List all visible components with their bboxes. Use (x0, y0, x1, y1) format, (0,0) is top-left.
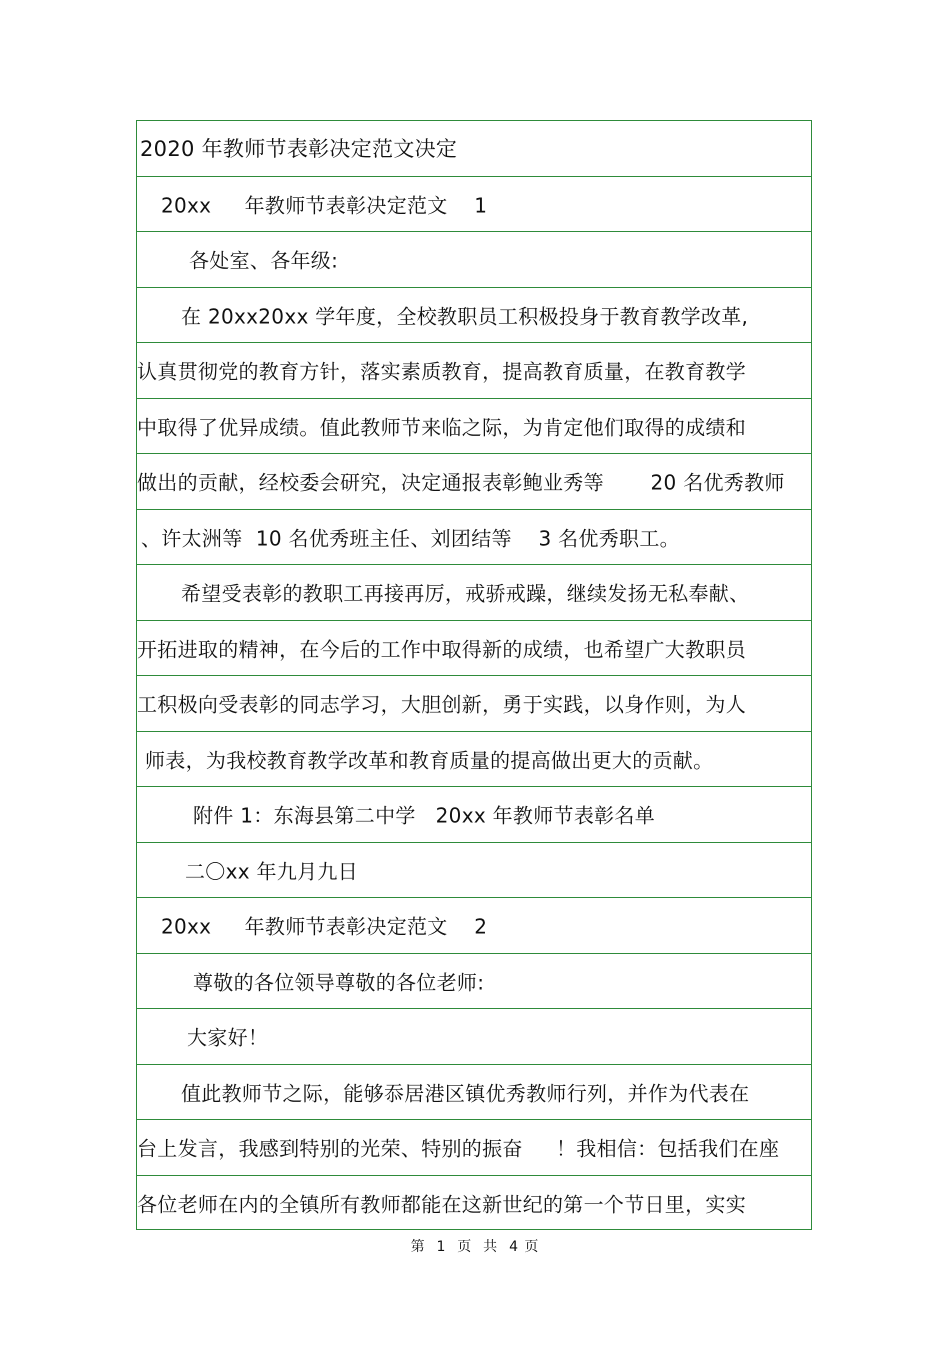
table-row (137, 1120, 811, 1176)
table-row (137, 676, 811, 732)
paragraph-line: 在 20xx20xx 学年度，全校教职员工积极投身于教育教学改革, (181, 304, 749, 329)
table-row (137, 343, 811, 399)
table-row (137, 621, 811, 677)
table-row (137, 898, 811, 954)
table-row (137, 177, 811, 233)
paragraph-line: 值此教师节之际，能够忝居港区镇优秀教师行列，并作为代表在 (181, 1081, 750, 1106)
table-row (137, 232, 811, 288)
table-row (137, 121, 811, 177)
table-row (137, 565, 811, 621)
table-row (137, 288, 811, 344)
table-row (137, 1065, 811, 1121)
page-footer: 第 1 页 共 4 页 (410, 1239, 540, 1255)
document-title: 2020 年教师节表彰决定范文决定 (140, 137, 458, 162)
paragraph-line: 工积极向受表彰的同志学习，大胆创新，勇于实践，以身作则，为人 (137, 692, 746, 717)
table-row (137, 954, 811, 1010)
paragraph-line: 开拓进取的精神，在今后的工作中取得新的成绩，也希望广大教职员 (137, 637, 746, 662)
paragraph-line: 、许太洲等 10 名优秀班主任、刘团结等 3 名优秀职工。 (141, 526, 680, 551)
table-row (137, 787, 811, 843)
table-row (137, 843, 811, 899)
table-row (137, 510, 811, 566)
paragraph-line: 师表，为我校教育教学改革和教育质量的提高做出更大的贡献。 (145, 748, 714, 773)
greeting: 大家好！ (187, 1025, 269, 1050)
table-row (137, 399, 811, 455)
salutation: 尊敬的各位领导尊敬的各位老师: (193, 970, 485, 995)
attachment-line: 附件 1：东海县第二中学 20xx 年教师节表彰名单 (193, 803, 656, 828)
table-row (137, 1176, 811, 1232)
paragraph-line: 台上发言，我感到特别的光荣、特别的振奋 ！我相信：包括我们在座 (137, 1136, 780, 1161)
paragraph-line: 中取得了优异成绩。值此教师节来临之际，为肯定他们取得的成绩和 (137, 415, 746, 440)
paragraph-line: 希望受表彰的教职工再接再厉，戒骄戒躁，继续发扬无私奉献、 (181, 581, 750, 606)
table-row (137, 1009, 811, 1065)
paragraph-line: 做出的贡献，经校委会研究，决定通报表彰鲍业秀等 20 名优秀教师 (137, 470, 785, 495)
salutation: 各处室、各年级: (189, 248, 339, 273)
table-row (137, 732, 811, 788)
paragraph-line: 各位老师在内的全镇所有教师都能在这新世纪的第一个节日里，实实 (137, 1192, 746, 1217)
table-row (137, 454, 811, 510)
section-heading: 20xx 年教师节表彰决定范文 2 (161, 914, 488, 939)
date-line: 二〇xx 年九月九日 (185, 859, 359, 884)
document-table (136, 120, 812, 1230)
section-heading: 20xx 年教师节表彰决定范文 1 (161, 193, 488, 218)
paragraph-line: 认真贯彻党的教育方针，落实素质教育，提高教育质量，在教育教学 (137, 359, 746, 384)
